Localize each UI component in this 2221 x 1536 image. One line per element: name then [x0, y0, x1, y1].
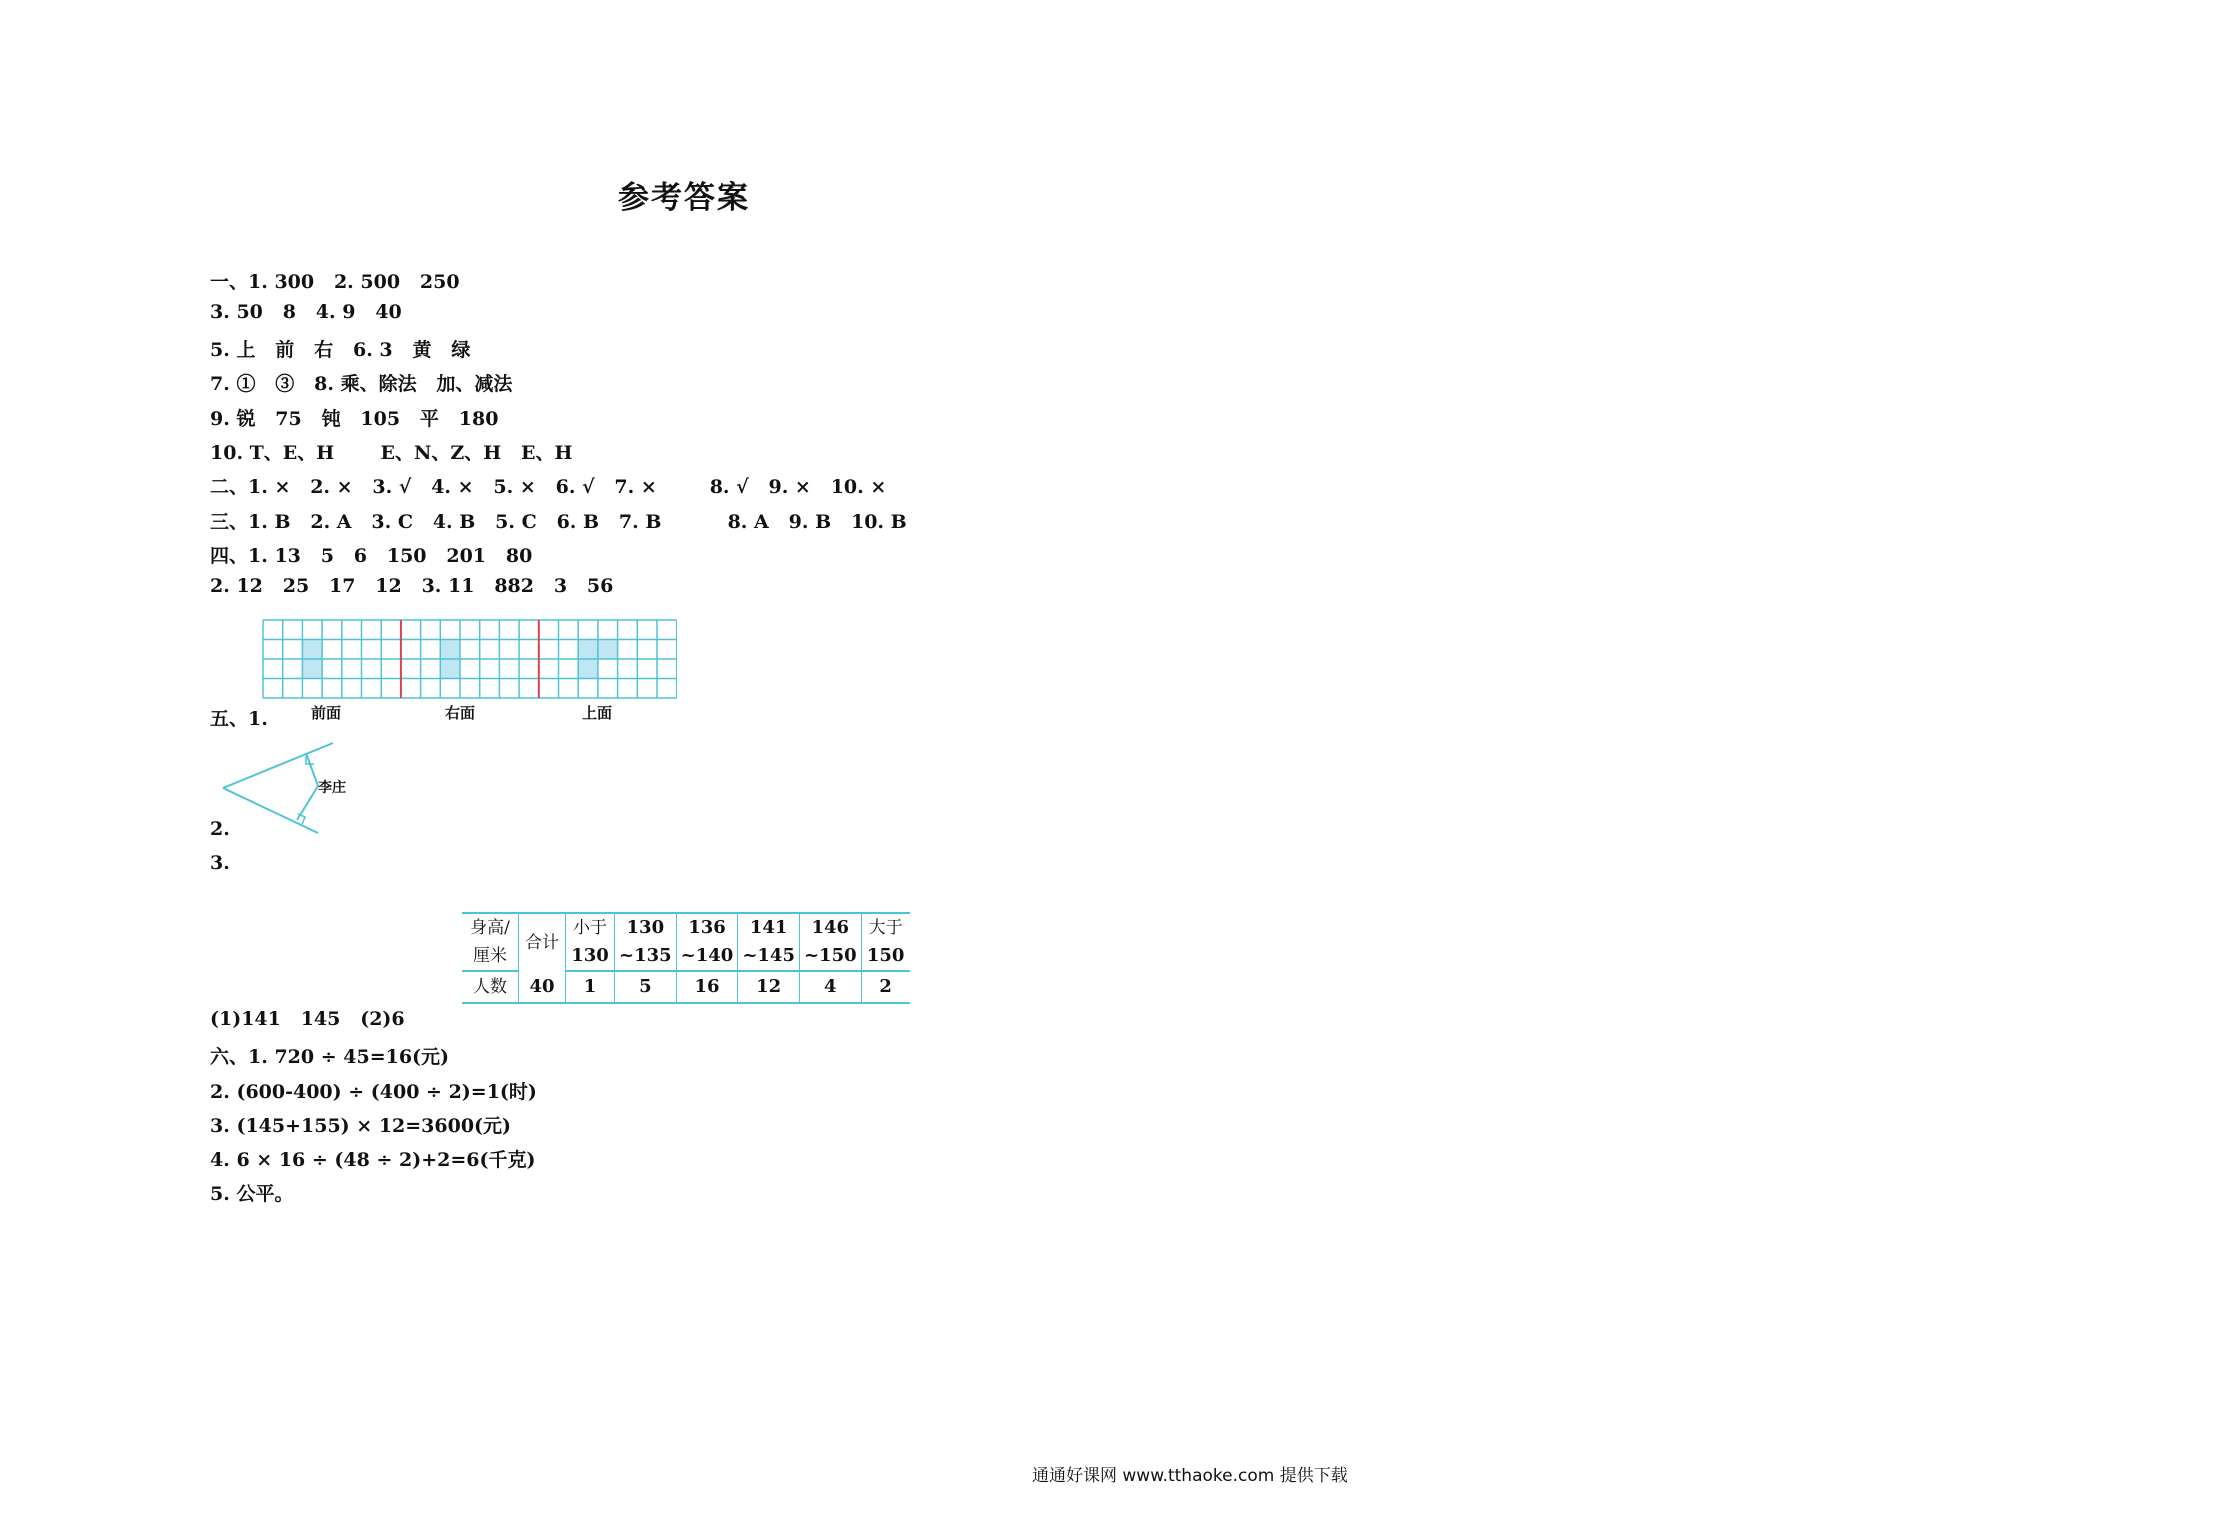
- answer-line: 9. 锐 75 钝 105 平 180: [210, 408, 499, 430]
- answer-line: 7. ① ③ 8. 乘、除法 加、减法: [210, 373, 513, 395]
- table-cell: 130: [566, 942, 615, 971]
- table-cell: 150: [861, 942, 910, 971]
- table-cell: 4: [799, 971, 861, 1003]
- answer-line: 5. 公平。: [210, 1183, 294, 1205]
- answer-line: 2. 12 25 17 12 3. 11 882 3 56: [210, 575, 614, 597]
- view-label-top: 上面: [582, 704, 613, 722]
- view-label-right: 右面: [445, 704, 476, 722]
- view-grid: [262, 619, 677, 705]
- table-cell: ~140: [676, 942, 738, 971]
- table-cell: 2: [861, 971, 910, 1003]
- table-cell: 人数: [462, 971, 519, 1003]
- shaded-square: [598, 640, 618, 660]
- road-diagram: [218, 738, 348, 838]
- table-cell: ~145: [738, 942, 800, 971]
- table-cell: 40: [519, 971, 566, 1003]
- answer-line: 4. 6 × 16 ÷ (48 ÷ 2)+2=6(千克): [210, 1149, 536, 1171]
- table-cell: 大于: [861, 913, 910, 942]
- table-cell: 小于: [566, 913, 615, 942]
- table-cell: ~135: [615, 942, 677, 971]
- table-cell: 1: [566, 971, 615, 1003]
- answer-line: 三、1. B 2. A 3. C 4. B 5. C 6. B 7. B 8. A 9. B 10. B: [210, 511, 907, 533]
- view-label-front: 前面: [311, 704, 342, 722]
- answer-line: 二、1. × 2. × 3. √ 4. × 5. × 6. √ 7. × 8. √ 9. × 10. ×: [210, 476, 887, 498]
- answer-line: 3. 50 8 4. 9 40: [210, 301, 402, 323]
- shaded-square: [440, 640, 460, 660]
- table-cell: 厘米: [462, 942, 519, 971]
- shaded-square: [302, 659, 322, 679]
- section5-q3-label: 3.: [210, 852, 230, 874]
- table-cell: 5: [615, 971, 677, 1003]
- table-cell: 身高/: [462, 913, 519, 942]
- answer-line: 5. 上 前 右 6. 3 黄 绿: [210, 339, 471, 361]
- table-cell: 16: [676, 971, 738, 1003]
- shaded-square: [578, 640, 598, 660]
- answer-line: 10. T、E、H E、N、Z、H E、H: [210, 442, 573, 464]
- page-title: 参考答案: [618, 180, 750, 216]
- place-label: 李庄: [318, 780, 346, 796]
- answer-line: 一、1. 300 2. 500 250: [210, 271, 460, 293]
- shaded-square: [578, 659, 598, 679]
- height-table: [462, 912, 910, 1004]
- table-cell: 130: [615, 913, 677, 942]
- answer-line: 3. (145+155) × 12=3600(元): [210, 1115, 512, 1137]
- table-cell: 12: [738, 971, 800, 1003]
- table-cell: 146: [799, 913, 861, 942]
- shaded-square: [440, 659, 460, 679]
- table-cell: 141: [738, 913, 800, 942]
- answer-line: 2. (600-400) ÷ (400 ÷ 2)=1(时): [210, 1081, 537, 1103]
- answer-line: (1)141 145 (2)6: [210, 1008, 405, 1030]
- section5-q1-label: 五、1.: [210, 708, 268, 730]
- section5-q2-label: 2.: [210, 818, 230, 840]
- answer-line: 四、1. 13 5 6 150 201 80: [210, 545, 533, 567]
- footer-text: 通通好课网 www.tthaoke.com 提供下载: [1032, 1466, 1348, 1486]
- table-cell: 136: [676, 913, 738, 942]
- answer-line: 六、1. 720 ÷ 45=16(元): [210, 1046, 450, 1068]
- shaded-square: [302, 640, 322, 660]
- table-cell: ~150: [799, 942, 861, 971]
- table-cell: 合计: [519, 913, 566, 971]
